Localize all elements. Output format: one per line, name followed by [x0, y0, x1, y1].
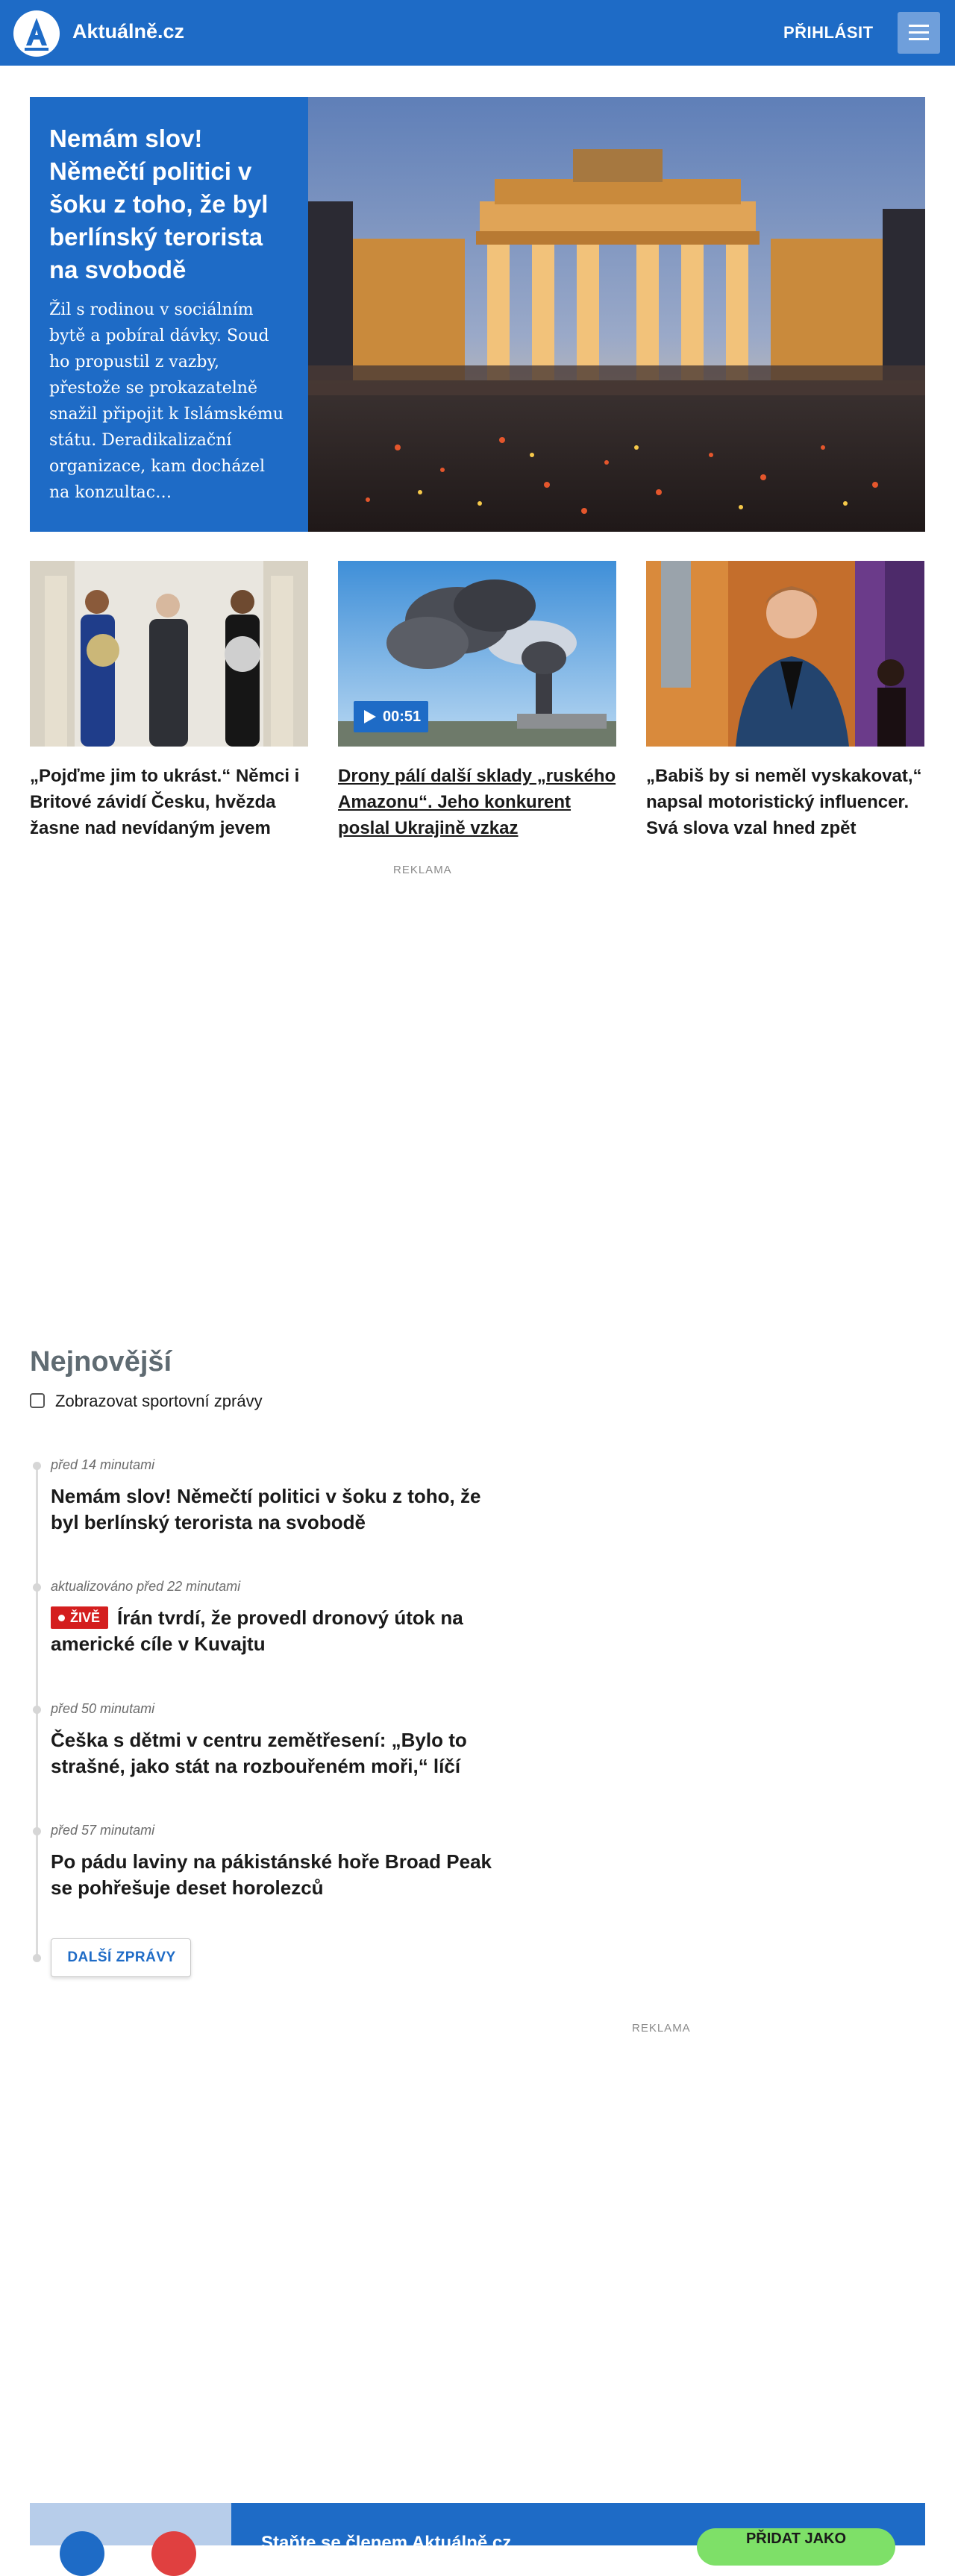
banner-avatar-icon [60, 2531, 104, 2576]
play-icon [364, 710, 376, 723]
news-title[interactable]: Nemám slov! Němečtí politici v šoku z toho, že byl berlínský terorista na svobodě [51, 1485, 481, 1533]
card-image-award-photo[interactable] [30, 561, 308, 747]
hero-image-brandenburg-gate[interactable] [308, 97, 925, 532]
news-title-live[interactable] [51, 1605, 513, 1657]
card-title[interactable]: Drony pálí další sklady „ruského Amazonu“. Jeho konkurent poslal Ukrajině vzkaz [338, 766, 616, 838]
newest-heading: Nejnovější [30, 1346, 172, 1377]
timeline-dot [33, 1827, 41, 1835]
timeline-dot [33, 1706, 41, 1714]
article-card[interactable] [30, 561, 308, 841]
more-news-button[interactable] [51, 1938, 191, 1977]
membership-banner[interactable] [30, 2503, 925, 2553]
site-logo[interactable] [13, 10, 60, 57]
banner-illustration [30, 2503, 231, 2545]
banner-text: Staňte se členem Aktuálně.cz [261, 2533, 512, 2553]
more-news-button-label: DALŠÍ ZPRÁVY [67, 1950, 176, 1965]
banner-avatar-icon [151, 2531, 196, 2576]
card-image-young-man[interactable] [646, 561, 924, 747]
ad-slot [552, 2043, 925, 2476]
news-title[interactable]: Češka s dětmi v centru zemětřesení: „Bylo to strašné, jako stát na rozbouřeném moři,“ líčí [51, 1729, 467, 1777]
site-name[interactable]: Aktuálně.cz [72, 20, 185, 43]
hamburger-icon [909, 25, 929, 27]
live-badge [51, 1606, 108, 1629]
timeline-dot [33, 1954, 41, 1962]
ad-label: REKLAMA [632, 2022, 691, 2035]
ad-label: REKLAMA [393, 864, 452, 876]
card-title[interactable]: „Babiš by si neměl vyskakovat,“ napsal motoristický influencer. Svá slova vzal hned zpět [646, 766, 922, 838]
hero-article[interactable] [30, 97, 925, 532]
banner-add-button[interactable] [697, 2528, 895, 2566]
article-card[interactable] [646, 561, 924, 841]
video-duration-badge[interactable] [354, 701, 428, 732]
video-duration: 00:51 [383, 709, 422, 725]
news-time: před 50 minutami [51, 1701, 155, 1716]
news-title[interactable]: Írán tvrdí, že provedl dronový útok na americké cíle v Kuvajtu [51, 1606, 463, 1655]
live-badge-label: ŽIVĚ [70, 1610, 101, 1625]
banner-add-button-label: PŘIDAT JAKO [745, 2531, 847, 2547]
login-link[interactable]: PŘIHLÁSIT [783, 23, 874, 42]
card-title[interactable]: „Pojďme jim to ukrást.“ Němci i Britové závidí Česku, hvězda žasne nad nevídaným jevem [30, 766, 300, 838]
menu-button[interactable] [898, 12, 940, 54]
news-list-item[interactable] [51, 1823, 513, 1901]
article-card[interactable] [338, 561, 616, 841]
hero-text-panel [30, 97, 308, 532]
news-list-item[interactable] [51, 1579, 513, 1657]
logo-a-icon [13, 10, 60, 57]
top-navigation-bar [0, 0, 955, 66]
news-list-item[interactable] [51, 1457, 513, 1536]
live-dot-icon [58, 1615, 65, 1621]
hero-perex: Žil s rodinou v sociálním bytě a pobíral dávky. Soud ho propustil z vazby, přestože se prokazatelně snažil připojit k Islámskému státu. Deradikalizační organizace, kam docházel na konzultac… [49, 301, 284, 502]
hamburger-icon-line [909, 31, 929, 34]
sport-news-checkbox-label[interactable]: Zobrazovat sportovní zprávy [55, 1392, 263, 1410]
news-time: před 57 minutami [51, 1823, 155, 1838]
hamburger-icon-line [909, 38, 929, 40]
hero-title[interactable]: Nemám slov! Němečtí politici v šoku z toho, že byl berlínský terorista na svobodě [49, 125, 269, 283]
news-list-item[interactable] [51, 1701, 513, 1779]
news-title[interactable]: Po pádu laviny na pákistánské hoře Broad Peak se pohřešuje deset horolezců [51, 1850, 492, 1899]
card-image-smoke-plume[interactable] [338, 561, 616, 747]
sport-news-checkbox[interactable] [30, 1393, 45, 1408]
ad-slot [30, 888, 925, 1305]
timeline-dot [33, 1583, 41, 1592]
news-time: před 14 minutami [51, 1457, 155, 1472]
news-time: aktualizováno před 22 minutami [51, 1579, 241, 1594]
timeline-dot [33, 1462, 41, 1470]
